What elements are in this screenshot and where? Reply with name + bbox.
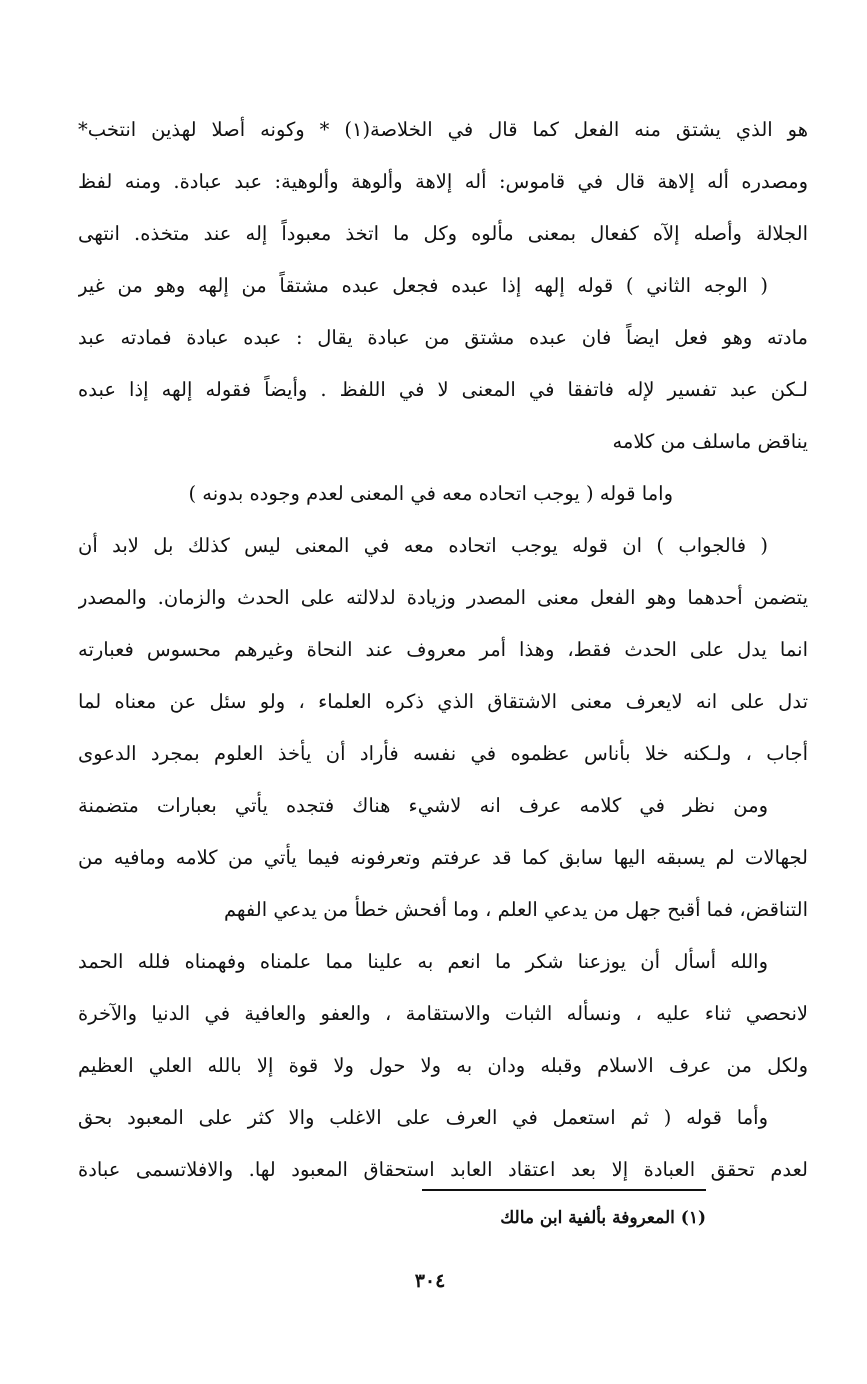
- text-line-6: لـكن عبد تفسير لإله فاتفقا في المعنى لا في اللفظ . وأيضاً فقوله إلهه إذا عبده: [78, 378, 808, 401]
- text-line-9: ( فالجواب ) ان قوله يوجب اتحاده معه في المعنى ليس كذلك بل لابد أن: [78, 534, 768, 557]
- text-line-10: يتضمن أحدهما وهو الفعل معنى المصدر وزيادة لدلالته على الحدث والزمان. والمصدر: [78, 586, 808, 609]
- text-line-13: أجاب ، ولـكنه خلا بأناس عظموه في نفسه فأراد أن يأخذ العلوم بمجرد الدعوى: [78, 742, 808, 765]
- text-line-20: وأما قوله ( ثم استعمل في العرف على الاغلب والا كثر على المعبود بحق: [78, 1106, 768, 1129]
- text-line-17: والله أسأل أن يوزعنا شكر ما انعم به علينا مما علمناه وفهمناه فلله الحمد: [78, 950, 768, 973]
- text-line-18: لانحصي ثناء عليه ، ونسأله الثبات والاستقامة ، والعفو والعافية في الدنيا والآخرة: [78, 1002, 808, 1025]
- text-line-11: انما يدل على الحدث فقط، وهذا أمر معروف عند النحاة وغيرهم محسوس فعبارته: [78, 638, 808, 661]
- text-line-14: ومن نظر في كلامه عرف انه لاشيء هناك فتجده يأتي بعبارات متضمنة: [78, 794, 768, 817]
- text-line-8: واما قوله ( يوجب اتحاده معه في المعنى لعدم وجوده بدونه ): [188, 482, 673, 505]
- footnote-separator: [422, 1189, 706, 1191]
- footnote: (١) المعروفة بألفية ابن مالك: [500, 1208, 706, 1228]
- text-line-2: ومصدره أله إلاهة قال في قاموس: أله إلاهة وألوهة وألوهية: عبد عبادة. ومنه لفظ: [78, 170, 808, 193]
- text-line-21: لعدم تحقق العبادة إلا بعد اعتقاد العابد استحقاق المعبود لها. والافلاتسمى عبادة: [78, 1158, 808, 1181]
- page-number: ٣٠٤: [414, 1270, 446, 1292]
- text-line-1: هو الذي يشتق منه الفعل كما قال في الخلاصة(١) * وكونه أصلا لهذين انتخب*: [78, 118, 808, 141]
- text-line-4: ( الوجه الثاني ) قوله إلهه إذا عبده فجعل عبده مشتقاً من إلهه وهو من غير: [78, 274, 768, 297]
- text-line-12: تدل على انه لايعرف معنى الاشتقاق الذي ذكره العلماء ، ولو سئل عن معناه لما: [78, 690, 808, 713]
- text-line-15: لجهالات لم يسبقه اليها سابق كما قد عرفتم وتعرفونه فيما يأتي من كلامه ومافيه من: [78, 846, 808, 869]
- main-text-block: [78, 104, 808, 1196]
- text-line-16: التناقض، فما أقبح جهل من يدعي العلم ، وما أفحش خطأ من يدعي الفهم: [223, 898, 808, 921]
- text-line-7: يناقض ماسلف من كلامه: [612, 430, 808, 453]
- text-line-19: ولكل من عرف الاسلام وقبله ودان به ولا حول ولا قوة إلا بالله العلي العظيم: [78, 1054, 808, 1077]
- text-line-5: مادته وهو فعل ايضاً فان عبده مشتق من عبادة يقال : عبده عبادة فمادته عبد: [78, 326, 808, 349]
- text-line-3: الجلالة وأصله إلآه كفعال بمعنى مألوه وكل ما اتخذ معبوداً إله عند متخذه. انتهى: [78, 222, 808, 245]
